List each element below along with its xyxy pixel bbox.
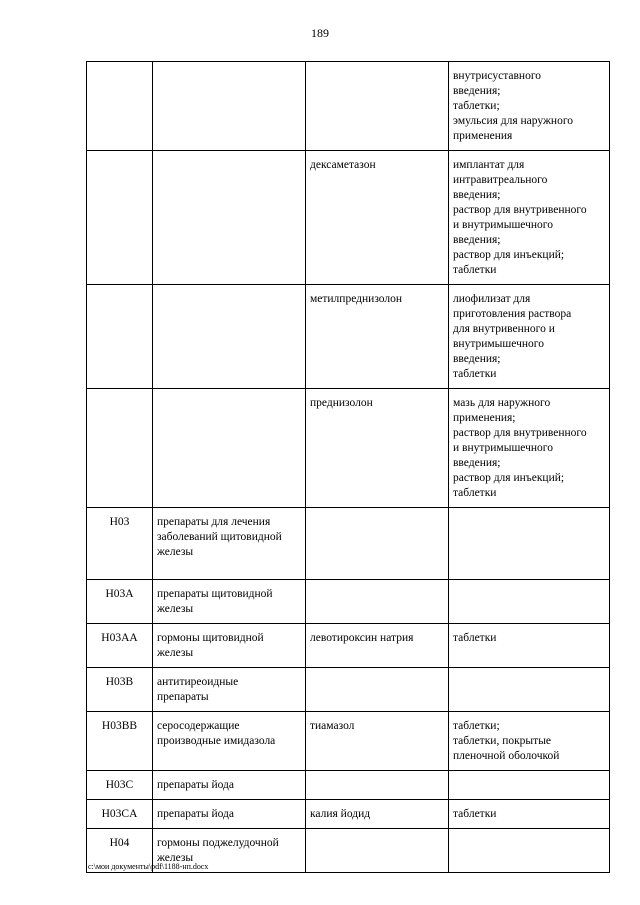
cell-code: H03BB (87, 712, 153, 771)
table-row (87, 624, 610, 668)
cell-group: гормоны щитовидной железы (153, 624, 306, 668)
cell-code: H03A (87, 580, 153, 624)
cell-code (87, 62, 153, 151)
table-row (87, 771, 610, 800)
table-row (87, 800, 610, 829)
table-row (87, 389, 610, 508)
cell-drug: калия йодид (306, 800, 449, 829)
cell-group (153, 389, 306, 508)
cell-form (449, 668, 610, 712)
cell-drug (306, 62, 449, 151)
cell-drug: преднизолон (306, 389, 449, 508)
drug-table (86, 61, 610, 873)
cell-group (153, 62, 306, 151)
cell-form (449, 771, 610, 800)
cell-group: препараты для лечения заболеваний щитовидной железы (153, 508, 306, 580)
table-row (87, 151, 610, 285)
cell-group: серосодержащие производные имидазола (153, 712, 306, 771)
cell-group: препараты йода (153, 771, 306, 800)
cell-form: лиофилизат для приготовления раствора для внутривенного и внутримышечного введения; таблетки (449, 285, 610, 389)
cell-drug: левотироксин натрия (306, 624, 449, 668)
table-row (87, 580, 610, 624)
cell-group: препараты щитовидной железы (153, 580, 306, 624)
cell-form: таблетки (449, 624, 610, 668)
cell-group (153, 285, 306, 389)
cell-form (449, 580, 610, 624)
cell-form: внутрисуставного введения; таблетки; эмульсия для наружного применения (449, 62, 610, 151)
file-path-footer: c:\мои документы\pdf\1188-нп.docx (88, 862, 209, 871)
page-number: 189 (311, 26, 329, 40)
table-row (87, 508, 610, 580)
cell-drug (306, 580, 449, 624)
cell-drug (306, 508, 449, 580)
cell-group: препараты йода (153, 800, 306, 829)
cell-code (87, 151, 153, 285)
cell-drug (306, 668, 449, 712)
table-row (87, 285, 610, 389)
cell-code: H03 (87, 508, 153, 580)
cell-code: H03B (87, 668, 153, 712)
cell-form (449, 829, 610, 873)
cell-code (87, 285, 153, 389)
table-row (87, 712, 610, 771)
cell-drug: метилпреднизолон (306, 285, 449, 389)
cell-form: таблетки; таблетки, покрытые пленочной оболочкой (449, 712, 610, 771)
cell-drug: дексаметазон (306, 151, 449, 285)
cell-form (449, 508, 610, 580)
cell-code: H03C (87, 771, 153, 800)
cell-drug: тиамазол (306, 712, 449, 771)
table-row (87, 668, 610, 712)
cell-drug (306, 829, 449, 873)
cell-drug (306, 771, 449, 800)
cell-code: H04 (87, 829, 153, 873)
cell-group (153, 151, 306, 285)
table-row (87, 62, 610, 151)
cell-group: гормоны поджелудочной железы (153, 829, 306, 873)
cell-code: H03CA (87, 800, 153, 829)
cell-form: таблетки (449, 800, 610, 829)
cell-form: имплантат для интравитреального введения; раствор для внутривенного и внутримышечного введения; раствор для инъекций; таблетки (449, 151, 610, 285)
cell-code (87, 389, 153, 508)
cell-group: антитиреоидные препараты (153, 668, 306, 712)
cell-code: H03AA (87, 624, 153, 668)
cell-form: мазь для наружного применения; раствор для внутривенного и внутримышечного введения; раствор для инъекций; таблетки (449, 389, 610, 508)
